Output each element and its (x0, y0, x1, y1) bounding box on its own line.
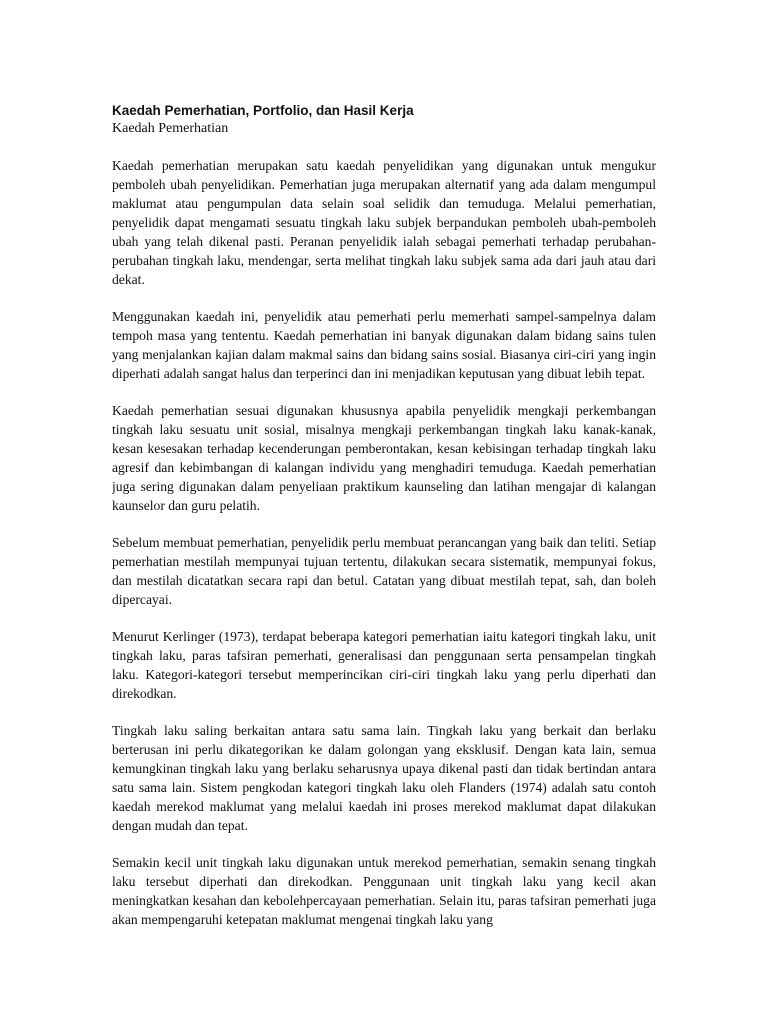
paragraph-5: Menurut Kerlinger (1973), terdapat beberapa kategori pemerhatian iaitu kategori tingkah laku, unit tingkah laku, paras tafsiran pemerhati, generalisasi dan penggunaan serta pensampelan tingkah laku. Kategori-kategori tersebut memperincikan ciri-ciri tingkah laku yang perlu diperhati dan direkodkan. (112, 629, 656, 701)
paragraph-2: Menggunakan kaedah ini, penyelidik atau pemerhati perlu memerhati sampel-sampelnya dalam tempoh masa yang tententu. Kaedah pemerhatian ini banyak digunakan dalam bidang sains tulen yang menjalankan kajian dalam makmal sains dan bidang sains sosial. Biasanya ciri-ciri yang ingin diperhati adalah sangat halus dan terperinci dan ini menjadikan keputusan yang dibuat lebih tepat. (112, 309, 656, 381)
paragraph-6: Tingkah laku saling berkaitan antara satu sama lain. Tingkah laku yang berkait dan berlaku berterusan ini perlu dikategorikan ke dalam golongan yang eksklusif. Dengan kata lain, semua kemungkinan tingkah laku yang berlaku seharusnya upaya dikenal pasti dan tidak bertindan antara satu sama lain. Sistem pengkodan kategori tingkah laku oleh Flanders (1974) adalah satu contoh kaedah merekod maklumat yang melalui kaedah ini proses merekod maklumat dapat dilakukan dengan mudah dan tepat. (112, 723, 656, 833)
document-page (112, 0, 656, 1024)
paragraph-3: Kaedah pemerhatian sesuai digunakan khususnya apabila penyelidik mengkaji perkembangan tingkah laku sesuatu unit sosial, misalnya mengkaji perkembangan tingkah laku kanak-kanak, kesan kesesakan terhadap kecenderungan pemberontakan, kesan kebisingan terhadap tingkah laku agresif dan kebimbangan di kalangan individu yang menghadiri temuduga. Kaedah pemerhatian juga sering digunakan dalam penyeliaan praktikum kaunseling dan latihan mengajar di kalangan kaunselor dan guru pelatih. (112, 403, 656, 513)
paragraph-1: Kaedah pemerhatian merupakan satu kaedah penyelidikan yang digunakan untuk mengukur pemboleh ubah penyelidikan. Pemerhatian juga merupakan alternatif yang ada dalam mengumpul maklumat atau pengumpulan data selain soal selidik dan temuduga. Melalui pemerhatian, penyelidik dapat mengamati sesuatu tingkah laku subjek berpandukan pemboleh ubah-pemboleh ubah yang telah dikenal pasti. Peranan penyelidik ialah sebagai pemerhati terhadap perubahan-perubahan tingkah laku, mendengar, serta melihat tingkah laku subjek sama ada dari jauh atau dari dekat. (112, 158, 656, 287)
paragraph-7: Semakin kecil unit tingkah laku digunakan untuk merekod pemerhatian, semakin senang tingkah laku tersebut diperhati dan direkodkan. Penggunaan unit tingkah laku yang kecil akan meningkatkan kesahan dan kebolehpercayaan pemerhatian. Selain itu, paras tafsiran pemerhati juga akan mempengaruhi ketepatan maklumat mengenai tingkah laku yang (112, 855, 656, 927)
paragraph-4: Sebelum membuat pemerhatian, penyelidik perlu membuat perancangan yang baik dan teliti. Setiap pemerhatian mestilah mempunyai tujuan tertentu, dilakukan secara sistematik, mempunyai fokus, dan mestilah dicatatkan secara rapi dan betul. Catatan yang dibuat mestilah tepat, sah, dan boleh dipercayai. (112, 535, 656, 607)
section-heading: Kaedah Pemerhatian (112, 121, 229, 136)
document-title: Kaedah Pemerhatian, Portfolio, dan Hasil Kerja (112, 103, 414, 118)
